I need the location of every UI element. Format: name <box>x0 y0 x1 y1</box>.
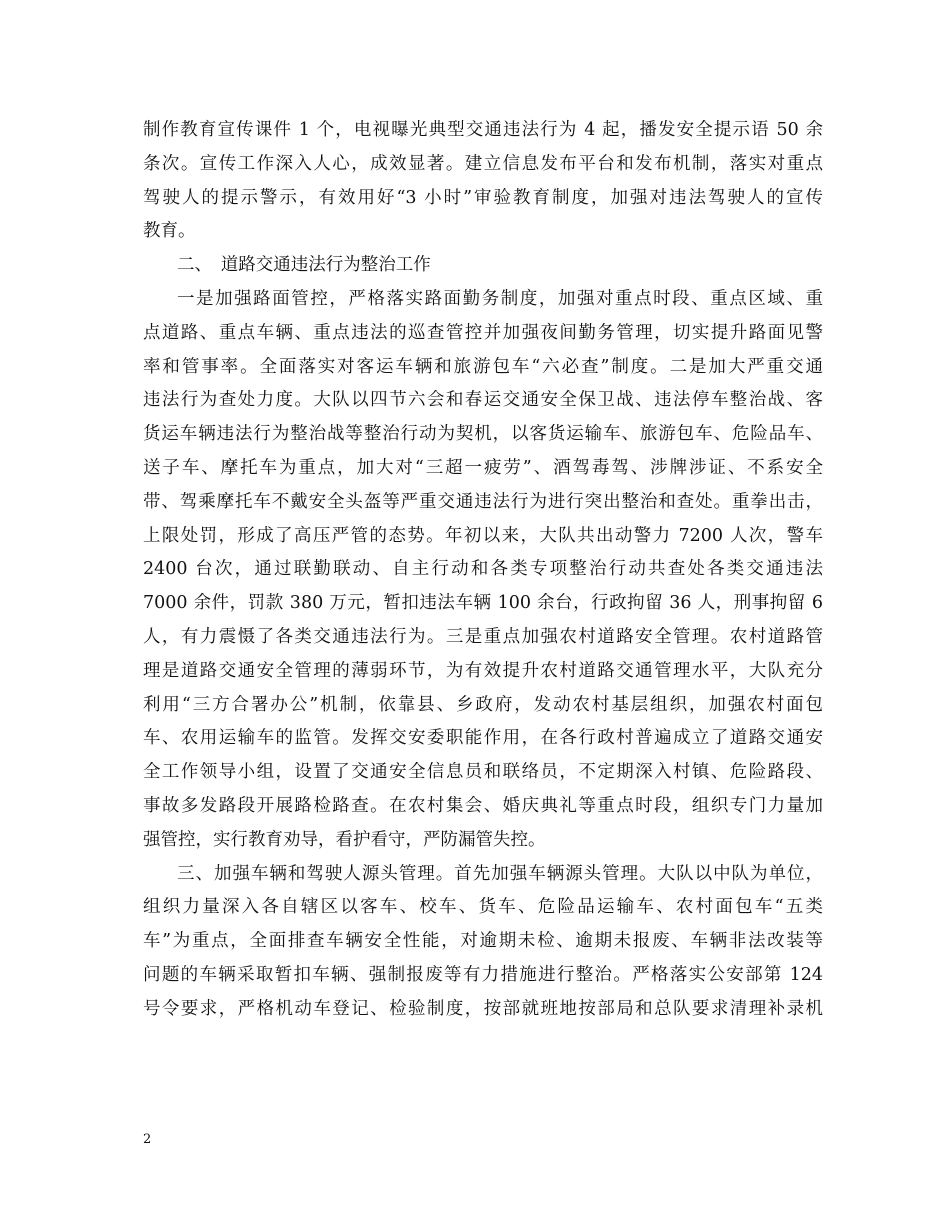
text-line: 车、农用运输车的监管。发挥交安委职能作用，在各行政村普遍成立了道路交通安 <box>143 728 823 749</box>
text-line: 一是加强路面管控，严格落实路面勤务制度，加强对重点时段、重点区域、重 <box>177 288 823 309</box>
text-line: 上限处罚，形成了高压严管的态势。年初以来，大队共出动警力 7200 人次，警车 <box>143 525 823 546</box>
text-line: 理是道路交通安全管理的薄弱环节，为有效提升农村道路交通管理水平，大队充分 <box>143 660 823 681</box>
text-line: 号令要求，严格机动车登记、检验制度，按部就班地按部局和总队要求清理补录机 <box>143 998 823 1019</box>
text-line: 三、加强车辆和驾驶人源头管理。首先加强车辆源头管理。大队以中队为单位， <box>177 863 823 884</box>
text-line: 率和管事率。全面落实对客运车辆和旅游包车“六必查”制度。二是加大严重交通 <box>143 356 823 377</box>
text-line: 货运车辆违法行为整治战等整治行动为契机，以客货运输车、旅游包车、危险品车、 <box>143 424 823 445</box>
text-line: 2400 台次，通过联勤联动、自主行动和各类专项整治行动共查处各类交通违法 <box>143 559 823 580</box>
text-line: 问题的车辆采取暂扣车辆、强制报废等有力措施进行整治。严格落实公安部第 124 <box>143 964 823 985</box>
text-line: 利用“三方合署办公”机制，依靠县、乡政府，发动农村基层组织，加强农村面包 <box>143 694 823 715</box>
text-line: 制作教育宣传课件 1 个，电视曝光典型交通违法行为 4 起，播发安全提示语 50 余 <box>143 120 823 140</box>
text-line: 车”为重点，全面排查车辆安全性能，对逾期未检、逾期未报废、车辆非法改装等 <box>143 931 823 952</box>
section-heading: 二、 道路交通违法行为整治工作 <box>177 255 431 276</box>
text-line: 带、驾乘摩托车不戴安全头盔等严重交通违法行为进行突出整治和查处。重拳出击， <box>143 491 823 512</box>
text-line: 点道路、重点车辆、重点违法的巡查管控并加强夜间勤务管理，切实提升路面见警 <box>143 322 823 343</box>
body-text <box>143 114 823 1027</box>
page-number: 2 <box>143 1132 152 1147</box>
text-line: 人，有力震慑了各类交通违法行为。三是重点加强农村道路安全管理。农村道路管 <box>143 626 823 647</box>
text-line: 事故多发路段开展路检路查。在农村集会、婚庆典礼等重点时段，组织专门力量加 <box>143 795 823 816</box>
text-line: 教育。 <box>143 221 196 242</box>
text-line: 送子车、摩托车为重点，加大对“三超一疲劳”、酒驾毒驾、涉牌涉证、不系安全 <box>143 457 823 478</box>
text-line: 驾驶人的提示警示，有效用好“3 小时”审验教育制度，加强对违法驾驶人的宣传 <box>143 187 823 208</box>
text-line: 条次。宣传工作深入人心，成效显著。建立信息发布平台和发布机制，落实对重点 <box>143 153 823 174</box>
text-line: 组织力量深入各自辖区以客车、校车、货车、危险品运输车、农村面包车“五类 <box>143 897 823 918</box>
text-line: 全工作领导小组，设置了交通安全信息员和联络员，不定期深入村镇、危险路段、 <box>143 762 823 783</box>
text-line: 强管控，实行教育劝导，看护看守，严防漏管失控。 <box>143 829 546 850</box>
text-line: 7000 余件，罚款 380 万元，暂扣违法车辆 100 余台，行政拘留 36 人，刑事拘留 6 <box>143 593 823 614</box>
text-line: 违法行为查处力度。大队以四节六会和春运交通安全保卫战、违法停车整治战、客 <box>143 390 823 411</box>
